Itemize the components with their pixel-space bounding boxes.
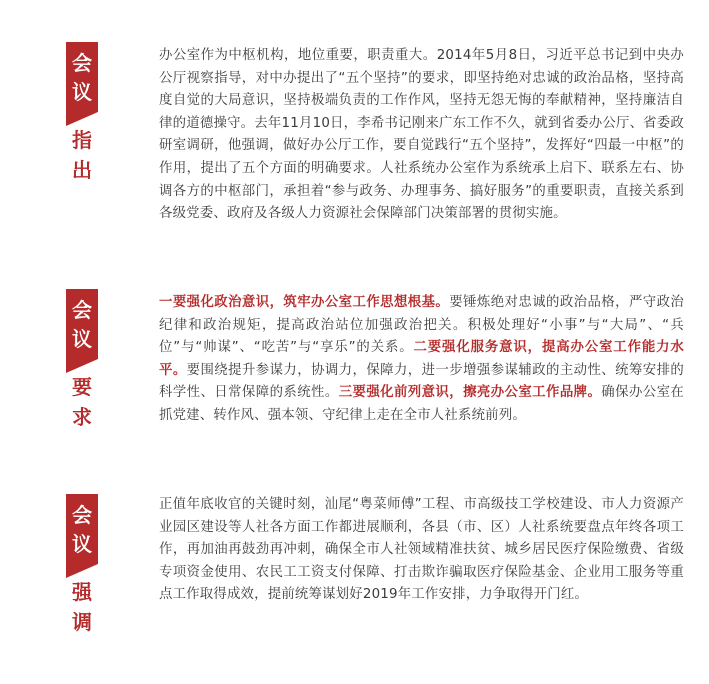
tag-char: 调 [72,610,92,634]
tag-char: 出 [72,158,92,182]
tag-char: 会 [72,298,92,322]
section-paragraph: 正值年底收官的关键时刻，汕尾“粤菜师傅”工程、市高级技工学校建设、市人力资源产业园区建设等人社各方面工作都进展顺利，各县（市、区）人社系统要盘点年终各项工作，再加油再鼓劲再冲刺，确保全市人社领域精准扶贫、城乡居民医疗保险缴费、省级专项资金使用、农民工工资支付保障、打击欺诈骗取医疗保险基金、企业用工服务等重点工作取得成效，提前统筹谋划好2019年工作安排，力争取得开门红。 [159,497,684,603]
requirement-highlight: 一要强化政治意识，筑牢办公室工作思想根基。 [159,295,450,310]
tag-char: 会 [72,503,92,527]
requirement-text: 确保办公室在抓党建、转作风、强本领、守纪律上走在全市人社系统前列。 [159,385,684,423]
tag-char: 会 [72,51,92,75]
tag-char: 强 [72,580,92,604]
section-paragraph: 办公室作为中枢机构，地位重要，职责重大。2014年5月8日，习近平总书记到中央办公厅视察指导，对中办提出了“五个坚持”的要求，即坚持绝对忠诚的政治品格，坚持高度自觉的大局意识，坚持极端负责的工作作风，坚持无怨无悔的奉献精神，坚持廉洁自律的道德操守。去年11月10日，李希书记刚来广东工作不久，就到省委办公厅、省委政研室调研，他强调，做好办公厅工作，要自觉践行“五个坚持”，发挥好“四最一中枢”的作用，提出了五个方面的明确要求。人社系统办公室作为系统承上启下、联系左右、协调各方的中枢部门，承担着“参与政务、办理事务、搞好服务”的重要职责，直接关系到各级党委、政府及各级人力资源社会保障部门决策部署的贯彻实施。 [159,48,684,222]
tag-char: 要 [72,375,92,399]
tag-char: 议 [72,327,92,351]
section-paragraph [159,292,684,428]
requirement-highlight: 二要强化服务意识，提高办公室工作能力水平。 [159,340,684,378]
tag-char: 议 [72,80,92,104]
tag-char: 议 [72,532,92,556]
requirement-highlight: 三要强化前列意识，擦亮办公室工作品牌。 [338,385,602,401]
tag-char: 求 [72,405,92,429]
requirement-text: 要围绕提升参谋力，协调力，保障力，进一步增强参谋辅政的主动性、统筹安排的科学性、日常保障的系统性。 [159,362,685,401]
requirement-text: 要锤炼绝对忠诚的政治品格，严守政治纪律和政治规矩，提高政治站位加强政治把关。积极处理好“小事”与“大局”、“兵位”与“帅谋”、“吃苦”与“享乐”的关系。 [159,295,685,356]
tag-char: 指 [72,128,92,152]
